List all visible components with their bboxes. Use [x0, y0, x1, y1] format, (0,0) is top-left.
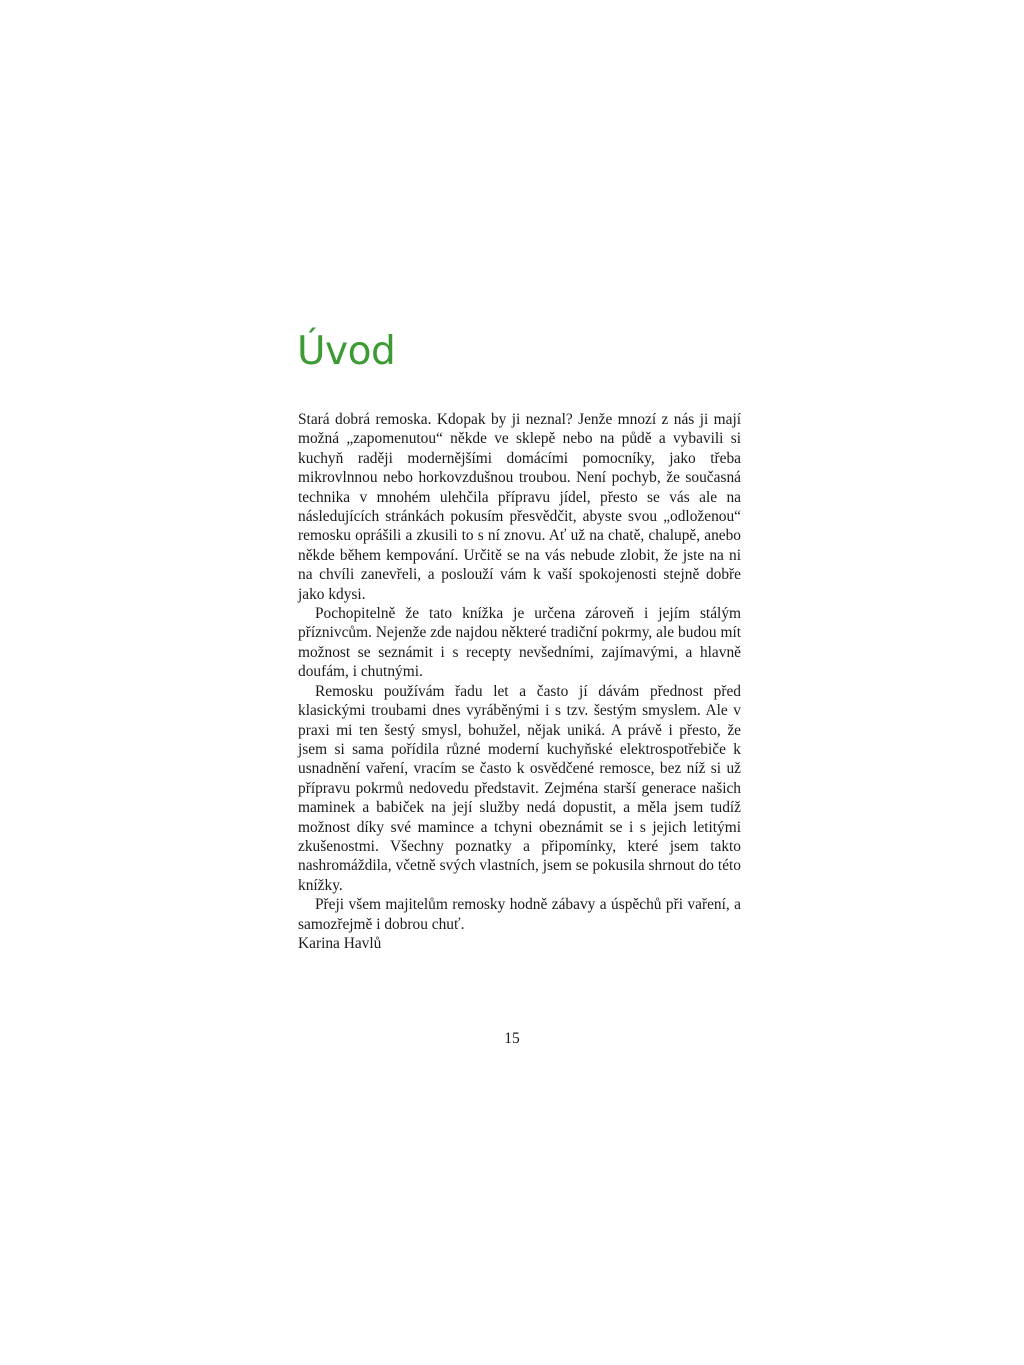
body-text	[298, 410, 741, 953]
page-number: 15	[504, 1030, 520, 1047]
paragraph-experience: Remosku používám řadu let a často jí dávám přednost před klasickými troubami dnes vyráběnými i s tzv. šestým smyslem. Ale v praxi mi ten šestý smysl, bohužel, nějak uniká. A právě i přesto, že jsem si sama pořídila různé moderní kuchyňské elektrospotřebiče k usnadnění vaření, vracím se často k osvědčené remosce, bez níž si už přípravu pokrmů nedovedu představit. Zejména starší generace našich maminek a babiček na její služby nedá dopustit, a měla jsem tudíž možnost díky své mamince a tchyni obeznámit se i s jejich letitými zkušenostmi. Všechny poznatky a připomínky, které jsem takto nashromáždila, včetně svých vlastních, jsem se pokusila shrnout do této knížky.	[298, 682, 741, 894]
paragraph-fans: Pochopitelně že tato knížka je určena zároveň i jejím stálým příznivcům. Nejenže zde najdou některé tradiční pokrmy, ale budou mít možnost se seznámit i s recepty nevšedními, zajímavými, a hlavně doufám, i chutnými.	[298, 605, 741, 681]
chapter-title: Úvod	[297, 329, 396, 374]
paragraph-wishes: Přeji všem majitelům remosky hodně zábavy a úspěchů při vaření, a samozřejmě i dobrou chuť.	[298, 896, 741, 933]
paragraph-intro: Stará dobrá remoska. Kdopak by ji neznal? Jenže mnozí z nás ji mají možná „zapomenutou“ někde ve sklepě nebo na půdě a vybavili si kuchyň raději modernějšími domácími pomocníky, jako třeba mikrovlnnou nebo horkovzdušnou troubou. Není pochyb, že současná technika v mnohém ulehčila přípravu jídel, přesto se vás ale na následujících stránkách pokusím přesvědčit, abyste svou „odloženou“ remosku oprášili a zkusili to s ní znovu. Ať už na chatě, chalupě, anebo někde během kempování. Určitě se na vás nebude zlobit, že jste na ni na chvíli zanevřeli, a poslouží vám k vaší spokojenosti stejně dobře jako kdysi.	[298, 411, 741, 603]
author-signature: Karina Havlů	[298, 934, 382, 952]
